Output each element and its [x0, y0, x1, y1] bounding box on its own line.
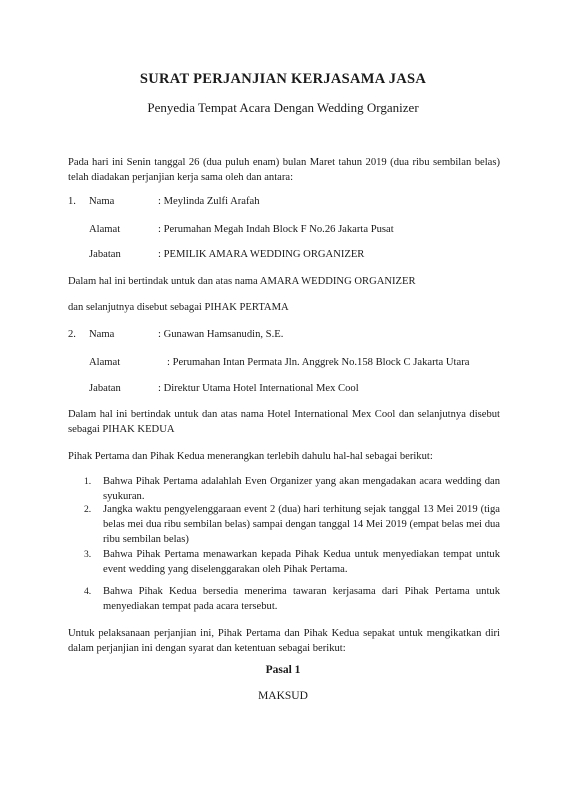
party2-acting: Dalam hal ini bertindak untuk dan atas nama Hotel International Mex Cool dan selanjutnya disebut sebagai PIHAK KEDUA [68, 409, 500, 435]
declaration-intro: Pihak Pertama dan Pihak Kedua menerangkan terlebih dahulu hal-hal sebagai berikut: [68, 451, 433, 462]
declaration-text: Bahwa Pihak Kedua bersedia menerima tawaran kerjasama dari Pihak Pertama untuk menyediakan tempat pada acara tersebut. [103, 586, 500, 612]
article-title: MAKSUD [258, 690, 308, 702]
declaration-item-1 [84, 474, 500, 504]
declaration-item-3 [84, 547, 500, 577]
party2-position-value: : Direktur Utama Hotel International Mex Cool [158, 383, 359, 394]
declaration-text: Bahwa Pihak Pertama adalahlah Even Organizer yang akan mengadakan acara wedding dan syukuran. [103, 476, 500, 502]
document-title: SURAT PERJANJIAN KERJASAMA JASA [139, 71, 427, 87]
agreement-intro: Untuk pelaksanaan perjanjian ini, Pihak Pertama dan Pihak Kedua sepakat untuk mengikatkan diri dalam perjanjian ini dengan syarat dan ketentuan sebagai berikut: [68, 628, 500, 654]
party1-name-value: : Meylinda Zulfi Arafah [158, 196, 260, 207]
party2-position-label: Jabatan [89, 383, 121, 394]
opening-paragraph: Pada hari ini Senin tanggal 26 (dua puluh enam) bulan Maret tahun 2019 (dua ribu sembilan belas) telah diadakan perjanjian kerja sama oleh dan antara: [68, 157, 500, 183]
party1-position-value: : PEMILIK AMARA WEDDING ORGANIZER [158, 249, 365, 260]
party2-name-value: : Gunawan Hamsanudin, S.E. [158, 329, 284, 340]
party1-address-label: Alamat [89, 224, 121, 235]
declaration-item-2 [84, 502, 500, 547]
declaration-item-4 [84, 584, 500, 614]
declaration-number: 2. [84, 504, 92, 515]
party2-number: 2. [68, 329, 76, 340]
declaration-text: Bahwa Pihak Pertama menawarkan kepada Pihak Kedua untuk menyediakan tempat untuk event wedding yang diselenggarakan oleh Pihak Pertama. [103, 549, 500, 575]
party1-name-label: Nama [89, 196, 115, 207]
party1-address-value: : Perumahan Megah Indah Block F No.26 Jakarta Pusat [158, 224, 394, 235]
document-subtitle: Penyedia Tempat Acara Dengan Wedding Organizer [147, 100, 419, 115]
party2-address-value: : Perumahan Intan Permata Jln. Anggrek No.158 Block C Jakarta Utara [167, 357, 470, 368]
declaration-number: 4. [84, 586, 92, 597]
party1-position-label: Jabatan [89, 249, 121, 260]
party2-name-label: Nama [89, 329, 115, 340]
party1-number: 1. [68, 196, 76, 207]
article-heading: Pasal 1 [265, 664, 301, 676]
party1-designation: dan selanjutnya disebut sebagai PIHAK PERTAMA [68, 302, 289, 313]
party1-acting: Dalam hal ini bertindak untuk dan atas nama AMARA WEDDING ORGANIZER [68, 276, 416, 287]
declaration-text: Jangka waktu pengyelenggaraan event 2 (dua) hari terhitung sejak tanggal 13 Mei 2019 (tiga belas mei dua ribu sembilan belas) sampai dengan tanggal 14 Mei 2019 (empat belas mei dua ribu sembilan belas) [103, 504, 500, 545]
party2-address-label: Alamat [89, 357, 121, 368]
declaration-number: 3. [84, 549, 92, 560]
declaration-number: 1. [84, 476, 92, 487]
